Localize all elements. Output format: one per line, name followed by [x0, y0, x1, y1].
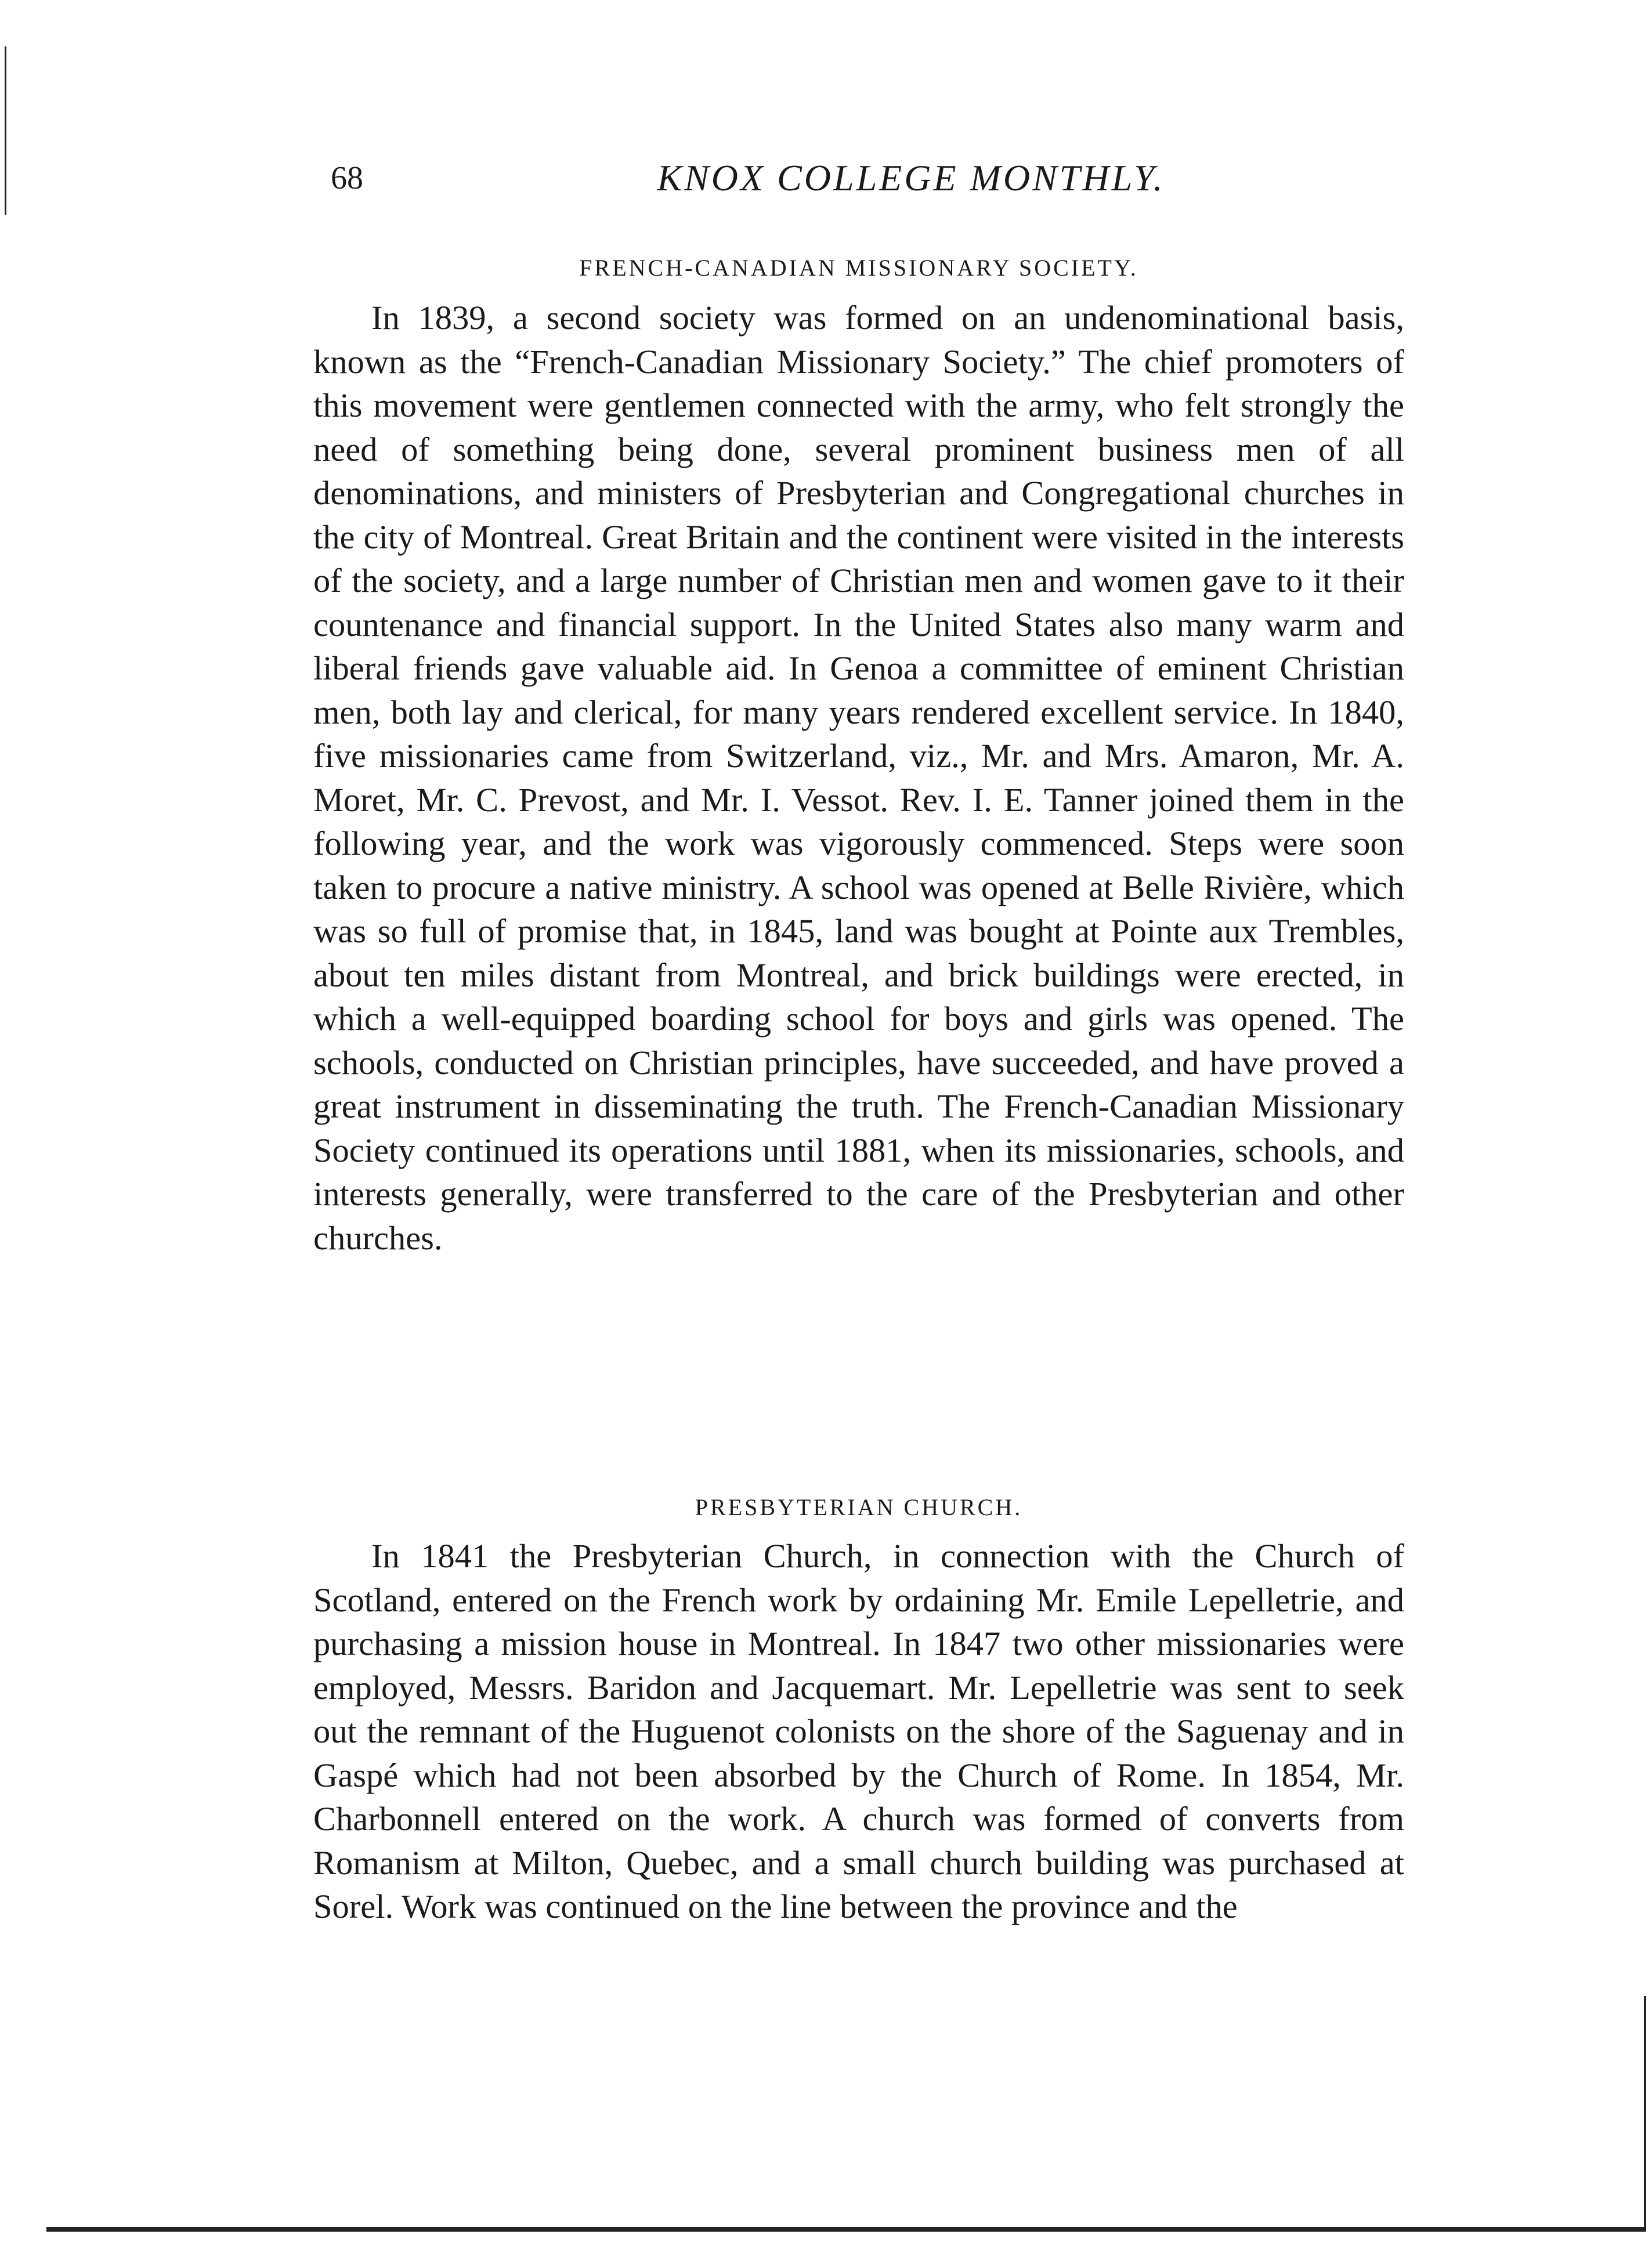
section-heading-french-canadian-missionary-society: FRENCH-CANADIAN MISSIONARY SOCIETY. — [579, 255, 1138, 281]
page-number: 68 — [331, 160, 363, 196]
paragraph-presbyterian-church: In 1841 the Presbyterian Church, in connection with the Church of Scotland, entered on the French work by ordaining Mr. Emile Lepelletrie, and purchasing a mission house in Montreal. In 1847 two other missionaries were employed, Messrs. Baridon and Jacquemart. Mr. Lepelletrie was sent to seek out the remnant of the Huguenot colonists on the shore of the Saguenay and in Gaspé which had not been absorbed by the Church of Rome. In 1854, Mr. Charbonnell entered on the work. A church was formed of converts from Romanism at Milton, Quebec, and a small church building was purchased at Sorel. Work was continued on the line between the province and the — [313, 1537, 1404, 1925]
section-heading-presbyterian-church: PRESBYTERIAN CHURCH. — [695, 1494, 1023, 1520]
running-title: KNOX COLLEGE MONTHLY. — [657, 157, 1165, 198]
bottom-page-rule — [46, 2227, 1646, 2232]
left-margin-rule — [5, 46, 6, 215]
page-header — [313, 152, 1404, 204]
paragraph-french-canadian-missionary-society: In 1839, a second society was formed on an undenominational basis, known as the “French-Canadian Missionary Society.” The chief promoters of this movement were gentlemen connected with the army, who felt strongly the need of something being done, several prominent business men of all denominations, and ministers of Presbyterian and Congregational churches in the city of Montreal. Great Britain and the continent were visited in the interests of the society, and a large number of Christian men and women gave to it their countenance and financial support. In the United States also many warm and liberal friends gave valuable aid. In Genoa a committee of eminent Christian men, both lay and clerical, for many years rendered excellent service. In 1840, five missionaries came from Switzerland, viz., Mr. and Mrs. Amaron, Mr. A. Moret, Mr. C. Prevost, and Mr. I. Vessot. Rev. I. E. Tanner joined them in the following year, and the work was vigorously commenced. Steps were soon taken to procure a native ministry. A school was opened at Belle Rivière, which was so full of promise that, in 1845, land was bought at Pointe aux Trembles, about ten miles distant from Montreal, and brick buildings were erected, in which a well-equipped boarding school for boys and girls was opened. The schools, conducted on Christian principles, have succeeded, and have proved a great instrument in disseminating the truth. The French-Canadian Missionary Society continued its operations until 1881, when its missionaries, schools, and interests generally, were transferred to the care of the Presbyterian and other churches. — [313, 299, 1404, 1257]
right-margin-rule — [1644, 1996, 1646, 2228]
